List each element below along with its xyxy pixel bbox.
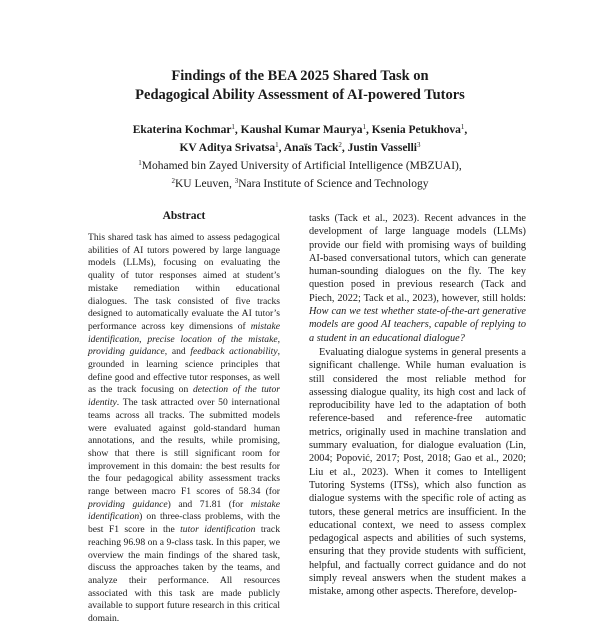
abstract-emphasis: mistake identification [88,320,280,345]
affiliation-number: 2 [171,177,175,185]
author-name: Ekaterina Kochmar [132,124,232,136]
affiliation-name: Mohamed bin Zayed University of Artificial Intelligence (MBZUAI), [141,160,462,172]
affiliation-mark: 3 [417,141,421,149]
affiliation-name: KU Leuven, [175,178,235,190]
affiliation-mark: 1 [460,123,465,131]
abstract-run: , grounded in learning science principles that define good and effective tutor responses, as well as the track focusing on [88,346,281,396]
title-line-1: Findings of the BEA 2025 Shared Task on [171,68,429,84]
affiliation-mark: 2 [338,141,342,149]
abstract-emphasis: providing guidance [88,346,165,358]
abstract-run: ) and 71.81 (for [167,498,251,510]
author-name: Anaïs Tack [283,142,339,154]
abstract-emphasis: precise location of the mistake [147,333,278,345]
abstract-run: , [277,333,281,345]
affiliation-mark: 1 [231,123,235,131]
abstract-emphasis: feedback actionability [190,346,278,358]
abstract-emphasis: detection of the tutor identity [88,384,280,409]
body-run: tasks (Tack et al., 2023). Recent advances in the development of large language models (LLMs) provide our field with promising ways of building AI-based conversational tutors, which can generate human-sounding dialogues on the fly. The key question posed in previous research (Tack and Piech, 2022; Tack et al., 2023), however, still holds: [309,213,526,304]
author-name: Justin Vasselli [347,142,418,154]
affiliation-mark: 1 [275,141,279,149]
affiliation-line-1 [0,156,600,174]
affiliation-number: 1 [138,159,142,167]
affiliation-number: 3 [234,177,239,185]
abstract-run: track reaching 96.98 on a 9-class task. In this paper, we overview the main findings of the shared task, discuss the approaches taken by the teams, and analyze their performance. All resources associated with this task are made publicly available to support future research in this critical domain. [88,524,280,625]
abstract-emphasis: mistake identification [88,498,281,523]
paper-title [0,67,600,105]
author-names-line-2: KV Aditya Srivatsa$^1$, Anaïs Tack$^2$, Justin Vasselli$^3$ [179,141,421,154]
abstract-run: ) on three-class problems, with the best F1 score in the [88,511,280,536]
author-block [0,120,600,192]
body-text [309,212,526,599]
body-paragraph-1 [309,212,526,345]
abstract-emphasis: tutor identification [180,524,256,536]
author-name: Kaushal Kumar Maurya [240,124,363,136]
abstract-run: This shared task has aimed to assess pedagogical abilities of AI tutors powered by large language models (LLMs), focusing on evaluating the quality of tutor responses aimed at student’s mistake remediation within educational dialogues. The task consisted of five tracks designed to automatically evaluate the AI tutor’s performance across key dimensions of [88,232,280,332]
abstract-run: , [139,333,148,345]
title-line-2: Pedagogical Ability Assessment of AI-powered Tutors [135,87,465,103]
affiliation-name: Nara Institute of Science and Technology [238,178,429,190]
author-name: Ksenia Petukhova [371,124,461,136]
affiliation-line-2 [0,174,600,192]
body-emphasis: How can we test whether state-of-the-art generative models are good AI teachers, capable of replying to a student in an educational dialogue? [309,306,526,344]
abstract-text [88,232,280,626]
author-names-line-1: Ekaterina Kochmar$^1$, Kaushal Kumar Maurya$^1$, Ksenia Petukhova$^1$, [132,123,468,136]
body-paragraph-2: Evaluating dialogue systems in general presents a significant challenge. While human evaluation is still considered the most reliable method for assessing dialogue quality, its high cost and lack of reproducibility have led to the adaptation of both reference-based and reference-free automatic metrics, originally used in machine translation and summary evaluation, for dialogue evaluation (Lin, 2004; Popović, 2017; Post, 2018; Gao et al., 2020; Liu et al., 2023). When it comes to Intelligent Tutoring Systems (ITSs), which also function as dialogue systems with the specific role of acting as tutors, these general metrics are insufficient. In the educational context, we need to assess complex pedagogical aspects and abilities of such systems, ensuring that they provide students with sufficient, helpful, and factually correct guidance and do not simply reveal answers when the student makes a mistake, among other aspects. Therefore, develop- [309,346,526,598]
author-name: KV Aditya Srivatsa [179,142,276,154]
affiliation-mark: 1 [362,123,366,131]
abstract-emphasis: providing guidance [88,498,168,510]
abstract-heading: Abstract [162,210,206,222]
abstract-run: , and [164,346,191,358]
abstract-run: . The task attracted over 50 international teams across all tracks. The submitted models were evaluated against gold-standard human annotations, and the results, while promising, show that there is still significant room for improvement in this domain: the best results for the four pedagogical ability assessment tracks range between macro F1 scores of 58.34 (for [88,397,280,498]
